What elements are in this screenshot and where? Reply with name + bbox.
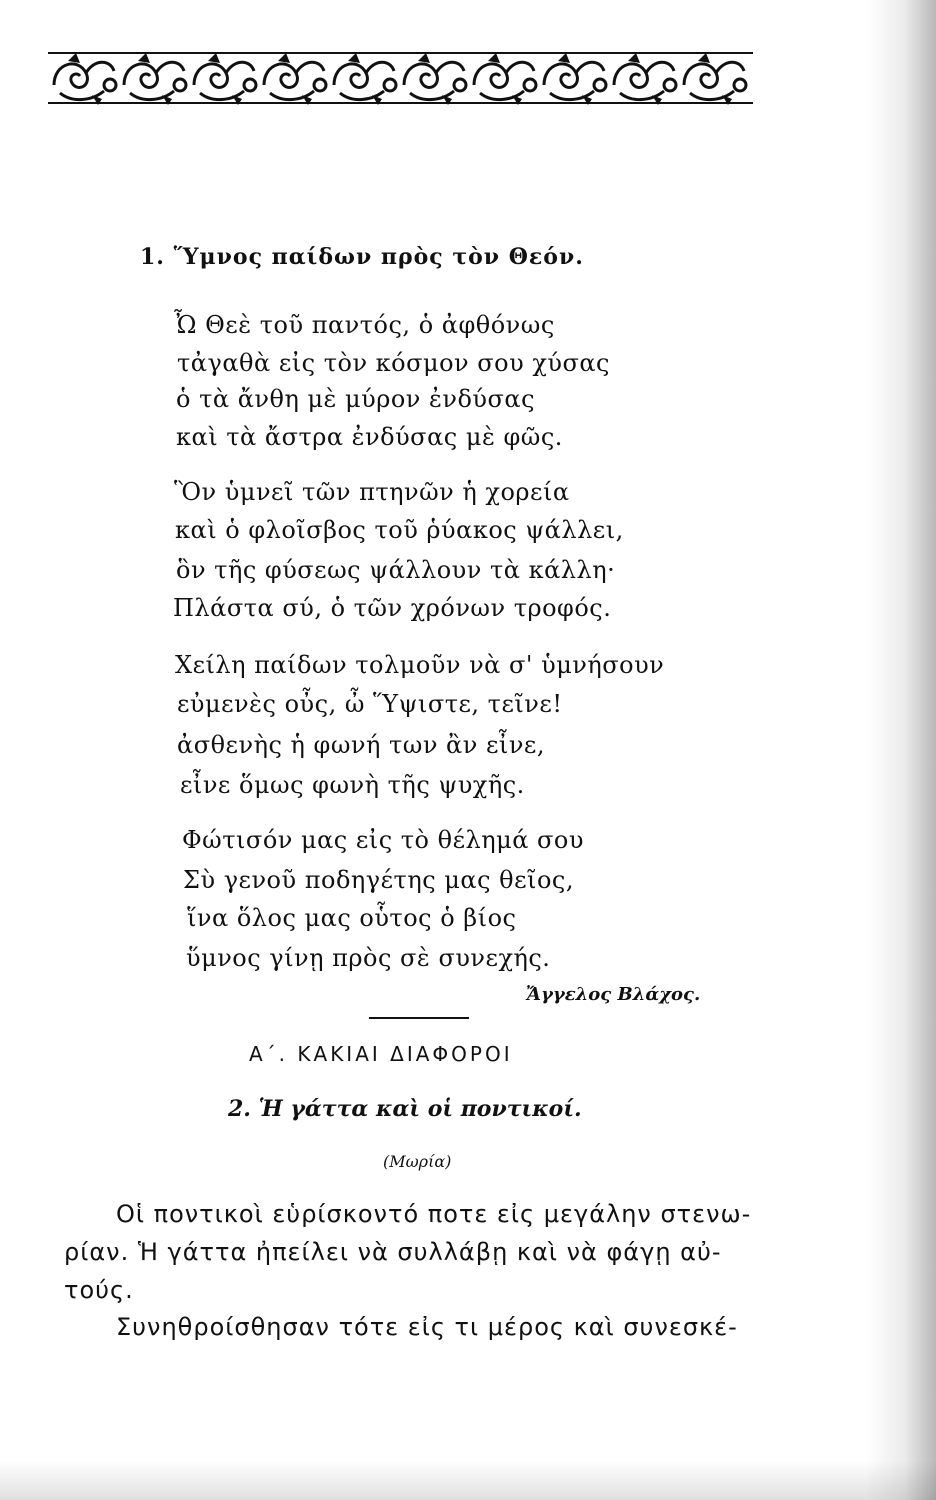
verse-line: Πλάστα σύ, ὁ τῶν χρόνων τροφός. — [173, 594, 612, 622]
verse-line: Χείλη παίδων τολμοῦν νὰ σ' ὑμνήσουν — [175, 651, 665, 679]
verse-line: Σὺ γενοῦ ποδηγέτης μας θεῖος, — [183, 866, 574, 894]
page-bottom-shadow — [0, 1460, 936, 1500]
verse-line: τἀγαθὰ εἰς τὸν κόσμον σου χύσας — [177, 349, 610, 377]
verse-line: εὐμενὲς οὖς, ὦ Ὕψιστε, τεῖνε! — [177, 690, 563, 718]
prose-line: τούς. — [64, 1276, 134, 1304]
section-divider — [369, 1017, 469, 1019]
decorative-ornament-border — [48, 45, 753, 110]
verse-line: ὕμνος γίνῃ πρὸς σὲ συνεχής. — [186, 944, 551, 972]
prose-line: Συνηθροίσθησαν τότε εἰς τι μέρος καὶ συνεσκέ- — [116, 1313, 738, 1341]
verse-line: Ὃν ὑμνεῖ τῶν πτηνῶν ἡ χορεία — [174, 478, 570, 506]
verse-line: καὶ τὰ ἄστρα ἐνδύσας μὲ φῶς. — [176, 423, 563, 451]
verse-line: καὶ ὁ φλοῖσβος τοῦ ῥύακος ψάλλει, — [175, 516, 624, 544]
page-edge-shadow — [866, 0, 936, 1500]
prose-line: ρίαν. Ἡ γάττα ἠπείλει νὰ συλλάβῃ καὶ νὰ φάγῃ αὐ- — [64, 1238, 722, 1266]
verse-line: ὃν τῆς φύσεως ψάλλουν τὰ κάλλη· — [176, 556, 616, 584]
story-region: (Μωρία) — [383, 1152, 452, 1171]
verse-line: ἵνα ὅλος μας οὗτος ὁ βίος — [187, 904, 517, 932]
verse-line: ὁ τὰ ἄνθη μὲ μύρον ἐνδύσας — [176, 385, 536, 413]
verse-line: Ὦ Θεὲ τοῦ παντός, ὁ ἀφθόνως — [174, 311, 555, 339]
verse-line: εἶνε ὅμως φωνὴ τῆς ψυχῆς. — [180, 771, 525, 799]
hymn-author: Ἄγγελος Βλάχος. — [526, 984, 701, 1005]
story-title: 2. Ἡ γάττα καὶ οἱ ποντικοί. — [228, 1096, 582, 1122]
verse-line: Φώτισόν μας εἰς τὸ θέλημά σου — [182, 826, 584, 854]
verse-line: ἀσθενὴς ἡ φωνή των ἂν εἶνε, — [177, 731, 545, 759]
hymn-title: 1. Ὕμνος παίδων πρὸς τὸν Θεόν. — [140, 244, 584, 270]
prose-line: Οἱ ποντικοὶ εὑρίσκοντό ποτε εἰς μεγάλην στενω- — [116, 1200, 752, 1228]
section-heading: Α΄. ΚΑΚΙΑΙ ΔΙΑΦΟΡΟΙ — [249, 1042, 513, 1066]
